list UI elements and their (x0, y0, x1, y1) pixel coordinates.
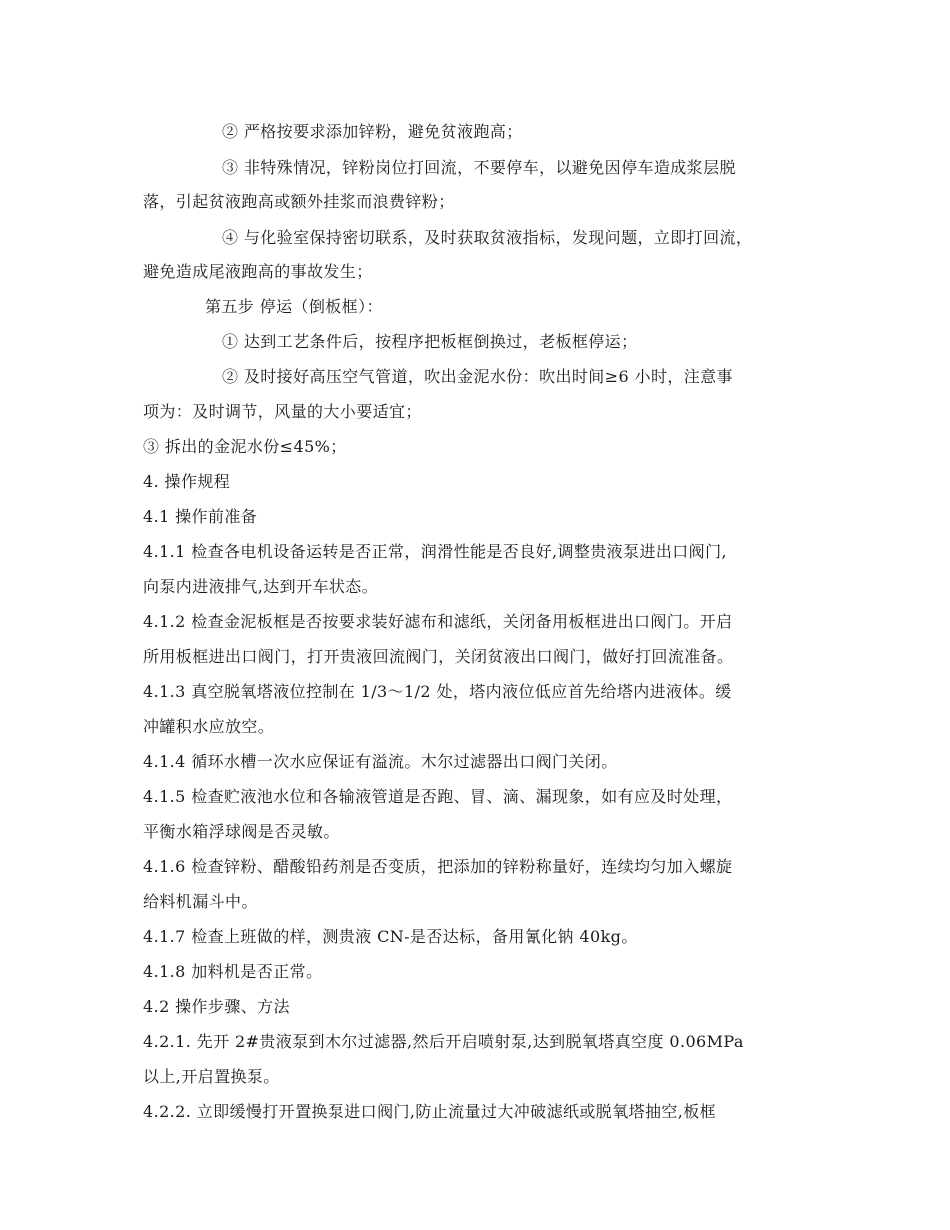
text-line: 4.1.2 检查金泥板框是否按要求装好滤布和滤纸，关闭备用板框进出口阀门。开启 (143, 612, 733, 631)
text-line: 4.1.8 加料机是否正常。 (143, 962, 323, 981)
text-line: 4.1.5 检查贮液池水位和各输液管道是否跑、冒、滴、漏现象，如有应及时处理， (143, 787, 733, 806)
text-line: 给料机漏斗中。 (143, 892, 258, 911)
text-line: 避免造成尾液跑高的事故发生； (143, 262, 373, 281)
text-line: ③ 非特殊情况，锌粉岗位打回流，不要停车，以避免因停车造成浆层脱 (222, 158, 736, 177)
text-line: 4.1.1 检查各电机设备运转是否正常，润滑性能是否良好,调整贵液泵进出口阀门, (143, 542, 727, 561)
text-line: 落，引起贫液跑高或额外挂浆而浪费锌粉； (143, 192, 455, 211)
section-heading: 4.1 操作前准备 (143, 507, 258, 526)
text-line: 4.1.6 检查锌粉、醋酸铅药剂是否变质，把添加的锌粉称量好，连续均匀加入螺旋 (143, 857, 733, 876)
text-line: 向泵内进液排气,达到开车状态。 (143, 577, 379, 596)
text-line: ① 达到工艺条件后，按程序把板框倒换过，老板框停运； (222, 332, 638, 351)
text-line: 冲罐积水应放空。 (143, 717, 275, 736)
text-line: ② 及时接好高压空气管道，吹出金泥水份：吹出时间≥6 小时，注意事 (222, 367, 733, 386)
text-line: 所用板框进出口阀门，打开贵液回流阀门，关闭贫液出口阀门，做好打回流准备。 (143, 647, 734, 666)
text-line: 4.2.1. 先开 2#贵液泵到木尔过滤器,然后开启喷射泵,达到脱氧塔真空度 0.06MPa (143, 1032, 744, 1051)
text-line: 平衡水箱浮球阀是否灵敏。 (143, 822, 340, 841)
text-line: 以上,开启置换泵。 (143, 1067, 280, 1086)
text-line: ③ 拆出的金泥水份≤45%； (143, 437, 347, 456)
text-line: 项为：及时调节，风量的大小要适宜； (143, 402, 422, 421)
text-line: 4.2.2. 立即缓慢打开置换泵进口阀门,防止流量过大冲破滤纸或脱氧塔抽空,板框 (143, 1102, 717, 1121)
text-line: 第五步 停运（倒板框）： (205, 297, 383, 316)
text-line: 4.1.3 真空脱氧塔液位控制在 1/3～1/2 处，塔内液位低应首先给塔内进液体。缓 (143, 682, 732, 701)
text-line: 4.1.4 循环水槽一次水应保证有溢流。木尔过滤器出口阀门关闭。 (143, 752, 618, 771)
section-heading: 4. 操作规程 (143, 472, 231, 491)
text-line: ④ 与化验室保持密切联系，及时获取贫液指标，发现问题，立即打回流， (222, 228, 753, 247)
text-line: 4.1.7 检查上班做的样，测贵液 CN-是否达标，备用氰化钠 40kg。 (143, 927, 638, 946)
text-line: ② 严格按要求添加锌粉，避免贫液跑高； (222, 122, 523, 141)
section-heading: 4.2 操作步骤、方法 (143, 997, 290, 1016)
